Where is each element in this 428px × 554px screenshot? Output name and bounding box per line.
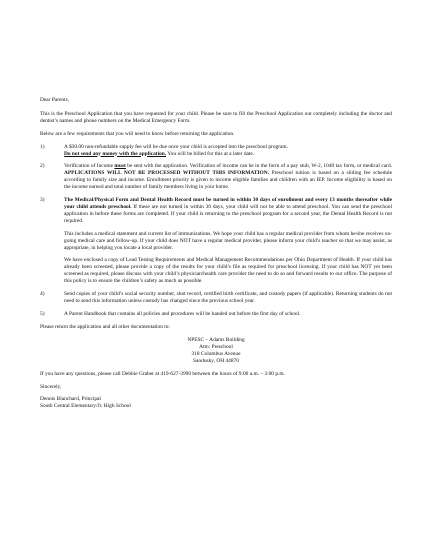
requirement-item-5 [40,311,392,318]
item-emphasis: Do not send any money with the application. [64,150,167,157]
signature-school: South Central Elementary/Jr. High School [40,403,131,410]
item-text [64,163,392,191]
intro-paragraph: This is the Preschool Application that you have requested for your child. Please be sure to fill the Preschool Application out completely including the doctor and dentist’s names and phone numbers on the Medical Emergency Form. [40,110,392,124]
item-paragraph: This includes a medical statement and current list of immunizations. We hope your child has a regular medical provider from whom he/she receives on-going medical care and follow-up. If your child does NOT have a regular medical provider, please inform your child’s teacher so that we may assist, as appropriate, in helping you locate a local provider. [64,230,392,251]
signature-block [40,396,392,410]
item-number: 2) [40,163,45,170]
item-number: 3) [40,197,45,204]
address-line: NPESC – Adams Building [187,336,245,343]
requirement-item-4 [40,291,392,305]
address-line: 318 Columbus Avenue [191,350,241,357]
requirements-intro: Below are a few requirements that you will need to know before returning the application. [40,130,235,137]
item-text-part: Preschool tuition is based on a sliding fee schedule according to family size and income. Enrollment priority is given to income eligible families and children with an IEP. Income eligibility is based on the income earned and total number of family members living in your home. [64,170,392,191]
item-text [64,197,392,225]
item-emphasis: APPLICATIONS WILL NOT BE PROCESSED WITHOUT THIS INFORMATION. [64,170,269,177]
closing: Sincerely, [40,383,62,390]
item-text-part: A $30.00 non-refundable supply fee will be due once your child is accepted into the preschool program. [64,143,288,150]
item-text-part: If these are not turned in within 30 days, your child will not be able to attend preschool. You can send the preschool application in before these forms are completed. If your child is returning to the preschool program for a second year, the Dental Health Record is not required. [64,203,392,224]
signature-name: Dennis Blanchard, Principal [40,396,101,403]
item-text-part: You will be billed for this at a later date. [166,150,255,157]
item-text-part: Verification of Income [64,163,115,170]
item-text-part: be sent with the application. Verification of income can be in the form of a pay stub, W-2, 1040 tax form, or medical card. [125,163,392,170]
requirement-item-1 [40,144,392,158]
item-emphasis: must [114,163,126,170]
item-text [64,144,392,158]
item-emphasis: The Medical/Physical Form and Dental Health Record must be turned in within 30 days of enrollment and every 13 months thereafter while your child attends preschool. [64,197,392,210]
questions-line: If you have any questions, please call Debbie Graber at 419-627-3990 between the hours of 9:00 a.m. – 3:00 p.m. [40,370,285,377]
address-line: Attn: Preschool [199,343,233,350]
item-number: 4) [40,291,45,298]
requirement-item-2 [40,163,392,191]
salutation: Dear Parents, [40,97,70,103]
item-text: A Parent Handbook that contains all policies and procedures will be handed out before the first day of school. [64,310,301,317]
requirement-item-3 [40,197,392,285]
item-number: 5) [40,310,45,317]
return-instructions: Please return the application and all other documentation to: [40,323,170,330]
address-line: Sandusky, OH 44870 [193,357,239,364]
mailing-address [40,337,392,365]
item-paragraph: We have enclosed a copy of Lead Testing Requirements and Medical Management Recommendations per Ohio Department of Health. If your child has already been screened, please provide a copy of the results for your child’s file as required for preschool licensing. If your child has NOT yet been screened as required, please discuss with your child’s physician/health care provider the need to do so and forward results to our office. The purpose of this policy is to ensure the children’s safety as much as possible. [64,257,392,285]
item-number: 1) [40,143,45,150]
item-text: Send copies of your child’s social security number, shot record, certified birth certificate, and custody papers (if applicable). Returning students do not need to send this information unless custody has changed since the previous school year. [64,291,392,304]
